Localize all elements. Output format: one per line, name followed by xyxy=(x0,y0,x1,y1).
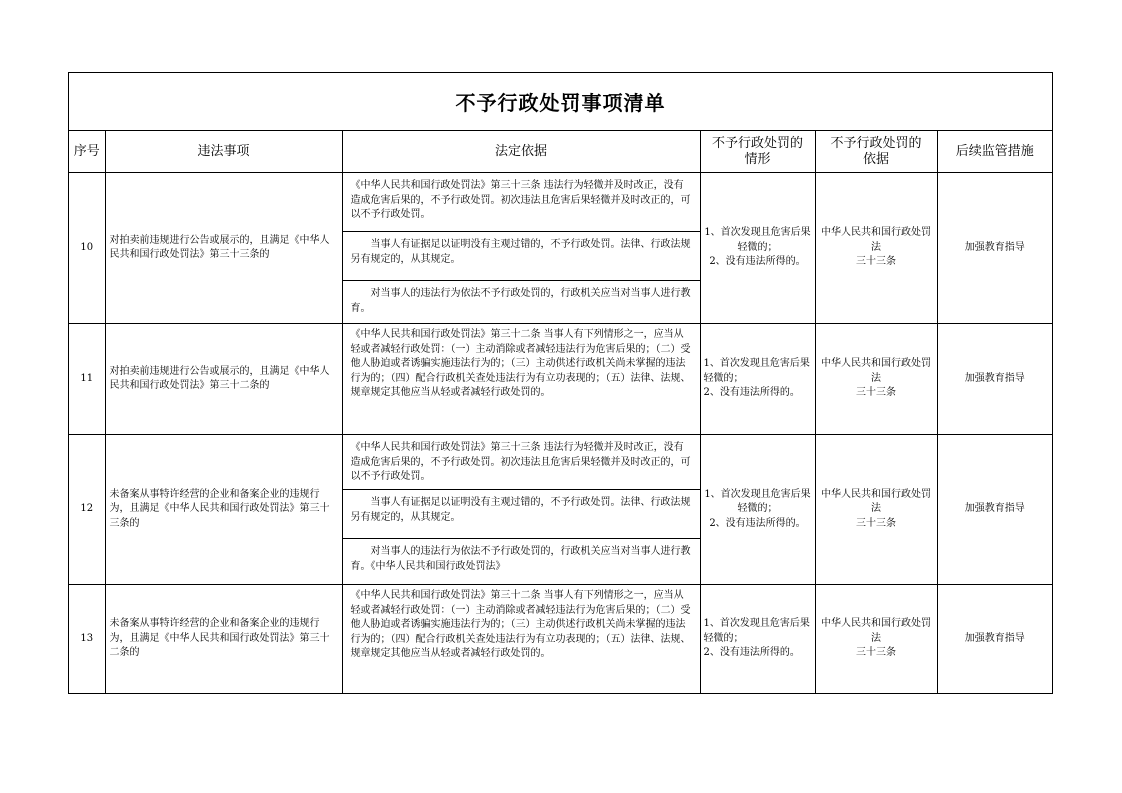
row-seq: 13 xyxy=(69,585,105,694)
row-item: 未备案从事特许经营的企业和备案企业的违规行为，且满足《中华人民共和国行政处罚法》第三十三条的 xyxy=(105,435,342,585)
row-law: 中华人民共和国行政处罚法 三十三条 xyxy=(815,173,937,324)
table-row xyxy=(69,435,1052,490)
row-basis: 《中华人民共和国行政处罚法》第三十二条 当事人有下列情形之一，应当从轻或者减轻行政处罚：（一）主动消除或者减轻违法行为危害后果的；（二）受他人胁迫或者诱骗实施违法行为的；（三）主动供述行政机关尚未掌握的违法行为的；（四）配合行政机关查处违法行为有立功表现的；（五）法律、法规、规章规定其他应当从轻或者减轻行政处罚的。 xyxy=(342,585,700,694)
row-basis: 当事人有证据足以证明没有主观过错的，不予行政处罚。法律、行政法规另有规定的，从其规定。 xyxy=(342,490,700,539)
header-basis: 法定依据 xyxy=(342,131,700,173)
row-basis: 对当事人的违法行为依法不予行政处罚的，行政机关应当对当事人进行教育。 xyxy=(342,281,700,324)
table-row xyxy=(69,173,1052,232)
row-situation: 1、首次发现且危害后果轻微的； 2、没有违法所得的。 xyxy=(700,173,815,324)
row-law: 中华人民共和国行政处罚法 三十三条 xyxy=(815,585,937,694)
page-title: 不予行政处罚事项清单 xyxy=(69,73,1052,131)
row-measure: 加强教育指导 xyxy=(937,585,1052,694)
table-row xyxy=(69,324,1052,435)
header-situation: 不予行政处罚的 情形 xyxy=(700,131,815,173)
row-item: 对拍卖前违规进行公告或展示的，且满足《中华人民共和国行政处罚法》第三十三条的 xyxy=(105,173,342,324)
row-item: 对拍卖前违规进行公告或展示的，且满足《中华人民共和国行政处罚法》第三十二条的 xyxy=(105,324,342,435)
row-basis: 《中华人民共和国行政处罚法》第三十二条 当事人有下列情形之一，应当从轻或者减轻行政处罚：（一）主动消除或者减轻违法行为危害后果的；（二）受他人胁迫或者诱骗实施违法行为的；（三）主动供述行政机关尚未掌握的违法行为的；（四）配合行政机关查处违法行为有立功表现的；（五）法律、法规、规章规定其他应当从轻或者减轻行政处罚的。 xyxy=(342,324,700,435)
row-basis: 《中华人民共和国行政处罚法》第三十三条 违法行为轻微并及时改正，没有造成危害后果的，不予行政处罚。初次违法且危害后果轻微并及时改正的，可以不予行政处罚。 xyxy=(342,173,700,232)
row-basis: 当事人有证据足以证明没有主观过错的，不予行政处罚。法律、行政法规另有规定的，从其规定。 xyxy=(342,232,700,281)
row-seq: 11 xyxy=(69,324,105,435)
header-row xyxy=(69,131,1052,173)
row-basis: 对当事人的违法行为依法不予行政处罚的，行政机关应当对当事人进行教育。《中华人民共和国行政处罚法》 xyxy=(342,539,700,585)
row-seq: 12 xyxy=(69,435,105,585)
row-situation: 1、首次发现且危害后果轻微的； 2、没有违法所得的。 xyxy=(700,435,815,585)
row-law: 中华人民共和国行政处罚法 三十三条 xyxy=(815,435,937,585)
row-situation: 1、首次发现且危害后果轻微的； 2、没有违法所得的。 xyxy=(700,585,815,694)
row-law: 中华人民共和国行政处罚法 三十三条 xyxy=(815,324,937,435)
row-basis: 《中华人民共和国行政处罚法》第三十三条 违法行为轻微并及时改正，没有造成危害后果的，不予行政处罚。初次违法且危害后果轻微并及时改正的，可以不予行政处罚。 xyxy=(342,435,700,490)
penalty-table xyxy=(69,131,1052,693)
header-law: 不予行政处罚的 依据 xyxy=(815,131,937,173)
header-item: 违法事项 xyxy=(105,131,342,173)
row-item: 未备案从事特许经营的企业和备案企业的违规行为，且满足《中华人民共和国行政处罚法》第三十二条的 xyxy=(105,585,342,694)
row-measure: 加强教育指导 xyxy=(937,435,1052,585)
row-situation: 1、首次发现且危害后果轻微的； 2、没有违法所得的。 xyxy=(700,324,815,435)
row-measure: 加强教育指导 xyxy=(937,173,1052,324)
row-seq: 10 xyxy=(69,173,105,324)
penalty-list-sheet xyxy=(68,72,1053,694)
row-measure: 加强教育指导 xyxy=(937,324,1052,435)
header-seq: 序号 xyxy=(69,131,105,173)
table-row xyxy=(69,585,1052,694)
header-measure: 后续监管措施 xyxy=(937,131,1052,173)
